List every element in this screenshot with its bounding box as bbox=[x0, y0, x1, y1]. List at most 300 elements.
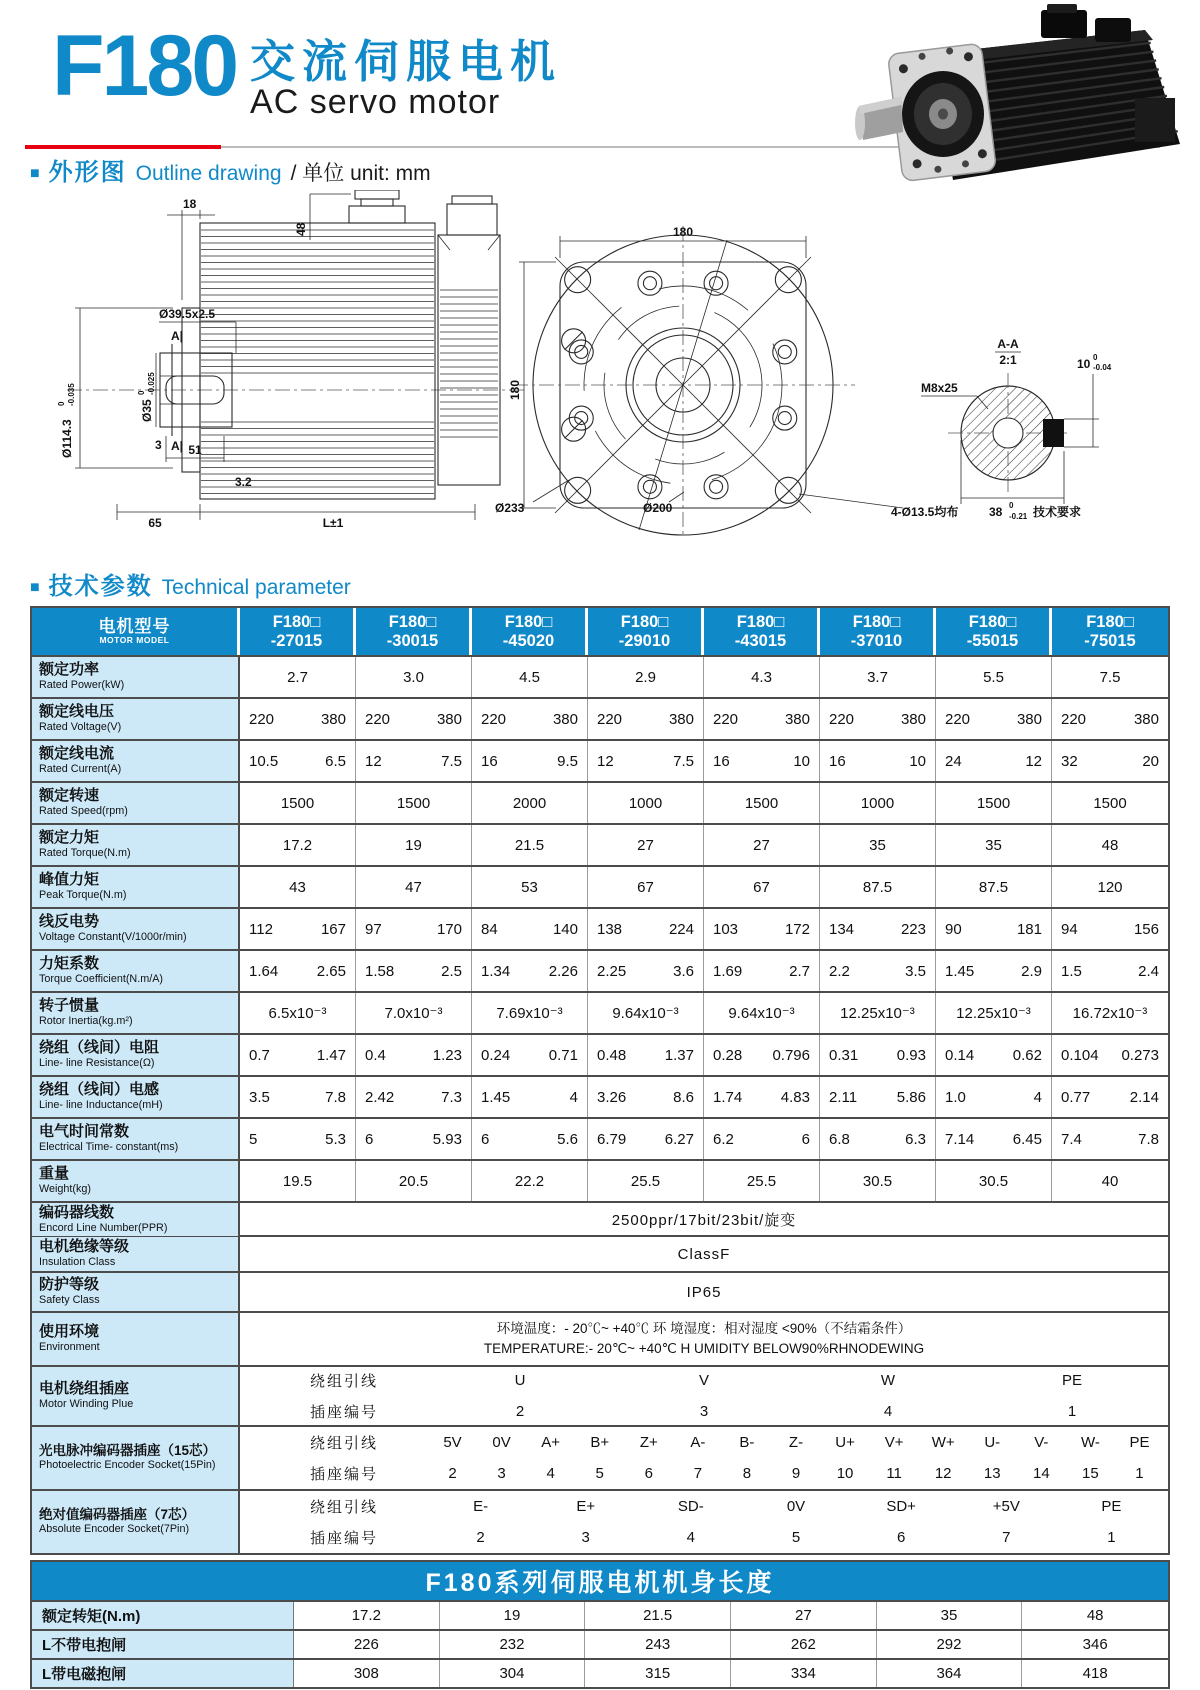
section-aa-scale: 2:1 bbox=[999, 353, 1017, 367]
value-left: 134 bbox=[829, 920, 855, 938]
param-row-2 bbox=[32, 739, 1168, 781]
value-left: 2.2 bbox=[829, 962, 850, 980]
connector-pin-line bbox=[240, 1463, 1168, 1484]
value-left: 0.31 bbox=[829, 1046, 859, 1064]
row-label bbox=[32, 825, 240, 865]
value-right: 7.8 bbox=[1138, 1130, 1159, 1148]
value-left: 1.45 bbox=[481, 1088, 511, 1106]
model-line2: -55015 bbox=[966, 631, 1019, 650]
value-cell bbox=[1052, 951, 1168, 991]
value-cell bbox=[240, 1035, 356, 1075]
row-label-zh: 电机绕组插座 bbox=[39, 1380, 130, 1398]
value-cell bbox=[820, 1035, 936, 1075]
value-left: 6 bbox=[365, 1130, 374, 1148]
value-cell bbox=[1052, 1077, 1168, 1117]
value-cell bbox=[936, 1077, 1052, 1117]
body-length-rows bbox=[32, 1600, 1168, 1687]
connector-cell bbox=[240, 1367, 1168, 1425]
row-label-zh: 编码器线数 bbox=[39, 1204, 115, 1221]
value-left: 0.7 bbox=[249, 1046, 270, 1064]
connector-pin-value: 7 bbox=[693, 1465, 703, 1482]
row-label-en: Insulation Class bbox=[39, 1255, 116, 1268]
model-header-3 bbox=[588, 608, 704, 655]
technical-parameter-table bbox=[30, 606, 1170, 1555]
row-label-en: Voltage Constant(V/1000r/min) bbox=[39, 930, 187, 943]
dim-10-label: 10 bbox=[1077, 357, 1091, 371]
row-label bbox=[32, 1203, 240, 1236]
length-value: 226 bbox=[294, 1631, 440, 1658]
value-cell bbox=[1052, 741, 1168, 781]
row-label-en: Environment bbox=[39, 1340, 100, 1353]
value-left: 6.2 bbox=[713, 1130, 734, 1148]
length-row-label: L不带电抱闸 bbox=[32, 1631, 294, 1658]
value-left: 24 bbox=[945, 752, 962, 770]
value-left: 3.26 bbox=[597, 1088, 627, 1106]
connector-lead-value: 0V bbox=[492, 1434, 511, 1451]
connector-pin-value: 1 bbox=[1107, 1529, 1116, 1546]
param-row-5 bbox=[32, 865, 1168, 907]
value-cell bbox=[472, 699, 588, 739]
row-label bbox=[32, 699, 240, 739]
model-line2: -30015 bbox=[386, 631, 439, 650]
dim-d35-sub: -0.025 bbox=[147, 372, 156, 395]
value-cell bbox=[356, 1035, 472, 1075]
row-label bbox=[32, 867, 240, 907]
value-cell: 1500 bbox=[936, 783, 1052, 823]
value-cell: 5.5 bbox=[936, 657, 1052, 697]
row-label-zh: 绕组（线间）电感 bbox=[39, 1081, 160, 1099]
connector-pin-value: 6 bbox=[644, 1465, 653, 1482]
dim-d200-label: Ø200 bbox=[643, 501, 673, 515]
row-label bbox=[32, 951, 240, 991]
dim-38-label: 38 bbox=[989, 505, 1003, 519]
value-right: 380 bbox=[900, 710, 926, 728]
length-value: 17.2 bbox=[294, 1602, 440, 1629]
dim-180-top-label: 180 bbox=[672, 225, 694, 239]
value-right: 380 bbox=[668, 710, 694, 728]
connector-pin-value: 2 bbox=[515, 1403, 525, 1420]
length-row-1 bbox=[32, 1629, 1168, 1658]
env-line2: TEMPERATURE:- 20℃~ +40℃ H UMIDITY BELOW90%RHNODEWING bbox=[483, 1341, 925, 1356]
value-cell: 1000 bbox=[820, 783, 936, 823]
length-value: 364 bbox=[877, 1660, 1023, 1687]
tech-title-zh: 技术参数 bbox=[48, 573, 153, 600]
model-line2: -75015 bbox=[1084, 631, 1136, 650]
value-left: 220 bbox=[365, 710, 391, 728]
value-right: 0.93 bbox=[896, 1046, 926, 1064]
mount-holes-label: 4-Ø13.5均布 bbox=[891, 505, 959, 519]
row-label-en: Rated Current(A) bbox=[39, 762, 122, 775]
param-row-4 bbox=[32, 823, 1168, 865]
body-length-title: F180系列伺服电机机身长度 bbox=[32, 1562, 1168, 1600]
value-cell bbox=[1052, 1035, 1168, 1075]
row-label-zh: 防护等级 bbox=[39, 1276, 100, 1294]
connector-pin-value: 15 bbox=[1082, 1465, 1099, 1482]
row-label bbox=[32, 1077, 240, 1117]
value-left: 1.34 bbox=[481, 962, 511, 980]
connector-lead-value: U- bbox=[984, 1434, 1001, 1451]
value-right: 380 bbox=[436, 710, 462, 728]
value-right: 1.37 bbox=[664, 1046, 694, 1064]
value-cell bbox=[704, 1077, 820, 1117]
value-cell bbox=[356, 699, 472, 739]
value-right: 8.6 bbox=[673, 1088, 694, 1106]
value-cell bbox=[820, 699, 936, 739]
row-label-zh: 绝对值编码器插座（7芯） bbox=[39, 1507, 196, 1523]
row-label-en: Motor Winding Plue bbox=[39, 1397, 134, 1410]
value-left: 0.4 bbox=[365, 1046, 386, 1064]
row-label-zh: 光电脉冲编码器插座（15芯） bbox=[39, 1443, 217, 1459]
length-value: 304 bbox=[440, 1660, 586, 1687]
value-right: 2.7 bbox=[789, 962, 810, 980]
row-label-en: Line- line Resistance(Ω) bbox=[39, 1056, 155, 1069]
value-right: 167 bbox=[320, 920, 346, 938]
value-cell: 2.7 bbox=[240, 657, 356, 697]
model-header-6 bbox=[936, 608, 1052, 655]
connector-lead-value: U bbox=[514, 1372, 526, 1389]
length-value: 27 bbox=[731, 1602, 877, 1629]
dim-L-label: L±1 bbox=[322, 516, 344, 530]
value-left: 6.79 bbox=[597, 1130, 627, 1148]
row-label-en: Absolute Encoder Socket(7Pin) bbox=[39, 1522, 190, 1535]
value-cell bbox=[704, 741, 820, 781]
value-cell: 7.5 bbox=[1099, 668, 1121, 686]
connector-lead-line bbox=[240, 1370, 1168, 1391]
length-value: 243 bbox=[585, 1631, 731, 1658]
connector-lead-value: PE bbox=[1061, 1372, 1082, 1389]
value-right: 181 bbox=[1016, 920, 1042, 938]
value-cell bbox=[588, 951, 704, 991]
value-left: 6 bbox=[481, 1130, 490, 1148]
outline-drawing bbox=[55, 190, 1140, 538]
value-left: 220 bbox=[1061, 710, 1087, 728]
param-row-1 bbox=[32, 697, 1168, 739]
row-label-zh: 转子惯量 bbox=[39, 997, 100, 1015]
value-left: 94 bbox=[1061, 920, 1078, 938]
connector-lead-value: E+ bbox=[576, 1498, 596, 1515]
connector-pin-label: 插座编号 bbox=[310, 1466, 379, 1483]
value-cell bbox=[588, 699, 704, 739]
connector-lead-value: PE bbox=[1129, 1434, 1150, 1451]
value-cell: 20.5 bbox=[356, 1161, 472, 1201]
value-left: 10.5 bbox=[249, 752, 279, 770]
value-cell: 67 bbox=[588, 867, 704, 907]
param-row-12 bbox=[32, 1159, 1168, 1201]
value-cell bbox=[588, 1077, 704, 1117]
value-right: 1.23 bbox=[432, 1046, 462, 1064]
connector-pin-value: 10 bbox=[836, 1465, 854, 1482]
value-cell bbox=[820, 951, 936, 991]
product-photo bbox=[835, 2, 1185, 188]
value-cell: 27 bbox=[704, 825, 820, 865]
motor-front-view bbox=[495, 225, 1081, 535]
row-label-en: Encord Line Number(PPR) bbox=[39, 1221, 168, 1234]
connector-pin-value: 3 bbox=[699, 1403, 709, 1420]
value-left: 0.28 bbox=[713, 1046, 743, 1064]
dim-38-sup: 0 bbox=[1009, 501, 1014, 510]
length-row-0 bbox=[32, 1600, 1168, 1629]
length-row-label: 额定转矩(N.m) bbox=[32, 1602, 294, 1629]
value-left: 0.48 bbox=[597, 1046, 627, 1064]
connector-pin-value: 3 bbox=[497, 1465, 506, 1482]
tables-area bbox=[30, 606, 1170, 1689]
row-label-zh: 额定线电流 bbox=[39, 745, 115, 763]
value-cell bbox=[936, 1119, 1052, 1159]
value-cell: 1500 bbox=[240, 783, 356, 823]
value-cell bbox=[936, 951, 1052, 991]
value-left: 138 bbox=[597, 920, 623, 938]
value-cell: 3.0 bbox=[356, 657, 472, 697]
value-cell: 19.5 bbox=[240, 1161, 356, 1201]
row-label-zh: 力矩系数 bbox=[39, 955, 100, 973]
tech-title-en: Technical parameter bbox=[161, 576, 351, 599]
value-right: 12 bbox=[1025, 752, 1042, 770]
length-value: 308 bbox=[294, 1660, 440, 1687]
corner-label-zh: 电机型号 bbox=[98, 616, 171, 636]
value-right: 6.45 bbox=[1012, 1130, 1042, 1148]
dim-51-label: 51 bbox=[188, 443, 202, 457]
row-label-zh: 峰值力矩 bbox=[39, 871, 100, 889]
value-cell: 21.5 bbox=[472, 825, 588, 865]
value-right: 20 bbox=[1142, 752, 1159, 770]
model-line2: -27015 bbox=[270, 631, 323, 650]
value-right: 2.4 bbox=[1138, 962, 1159, 980]
connector-lead-items bbox=[428, 1372, 1168, 1389]
connector-pin-value: 12 bbox=[934, 1465, 952, 1482]
value-cell bbox=[472, 1119, 588, 1159]
value-right: 4 bbox=[569, 1088, 578, 1106]
connector-pin-items bbox=[428, 1403, 1168, 1420]
value-cell: 9.64x10⁻³ bbox=[704, 993, 820, 1033]
row-label-zh: 使用环境 bbox=[39, 1323, 100, 1341]
length-value: 262 bbox=[731, 1631, 877, 1658]
param-table-body bbox=[32, 655, 1168, 1553]
value-cell bbox=[1052, 909, 1168, 949]
connector-lead-value: PE bbox=[1101, 1498, 1122, 1515]
value-cell bbox=[704, 909, 820, 949]
length-row-2 bbox=[32, 1658, 1168, 1687]
connector-lead-value: 0V bbox=[786, 1498, 806, 1515]
value-cell: 30.5 bbox=[936, 1161, 1052, 1201]
value-right: 6.27 bbox=[664, 1130, 694, 1148]
value-right: 3.6 bbox=[673, 962, 694, 980]
value-cell: 1500 bbox=[704, 783, 820, 823]
value-left: 2.11 bbox=[829, 1088, 858, 1106]
value-cell bbox=[1052, 699, 1168, 739]
value-cell bbox=[820, 1119, 936, 1159]
row-label-en: Safety Class bbox=[39, 1293, 100, 1306]
model-line2: -43015 bbox=[734, 631, 787, 650]
row-label-zh: 额定线电压 bbox=[39, 703, 115, 721]
connector-pin-value: 8 bbox=[742, 1465, 752, 1482]
length-value: 315 bbox=[585, 1660, 731, 1687]
product-title-zh: 交流伺服电机 bbox=[250, 36, 563, 87]
value-right: 2.65 bbox=[316, 962, 346, 980]
value-cell bbox=[704, 1035, 820, 1075]
value-cell bbox=[472, 909, 588, 949]
value-cell bbox=[820, 1077, 936, 1117]
value-right: 2.9 bbox=[1021, 962, 1042, 980]
length-value: 346 bbox=[1082, 1636, 1108, 1653]
value-right: 380 bbox=[784, 710, 810, 728]
connector-pin-value: 2 bbox=[448, 1465, 457, 1482]
value-left: 7.4 bbox=[1061, 1130, 1082, 1148]
value-right: 5.6 bbox=[557, 1130, 578, 1148]
value-right: 5.93 bbox=[432, 1130, 462, 1148]
value-left: 1.64 bbox=[249, 962, 279, 980]
dim-38-sub: -0.21 bbox=[1009, 512, 1028, 521]
model-line1: F180□ bbox=[1086, 612, 1134, 631]
env-value bbox=[240, 1313, 1168, 1365]
connector-lead-value: V bbox=[698, 1372, 709, 1389]
length-value: 35 bbox=[877, 1602, 1023, 1629]
value-right: 5.86 bbox=[896, 1088, 926, 1106]
param-row-15 bbox=[32, 1271, 1168, 1311]
value-cell: 9.64x10⁻³ bbox=[588, 993, 704, 1033]
row-label-en: Rated Torque(N.m) bbox=[39, 846, 131, 859]
env-line1: 环境温度：- 20℃~ +40℃ 环 境湿度：相对湿度 <90%（不结霜条件） bbox=[496, 1321, 912, 1337]
value-cell bbox=[704, 699, 820, 739]
value-left: 220 bbox=[829, 710, 855, 728]
model-line2: -29010 bbox=[618, 631, 671, 650]
value-cell: 47 bbox=[356, 867, 472, 907]
value-right: 140 bbox=[552, 920, 578, 938]
value-cell: 3.7 bbox=[820, 657, 936, 697]
connector-pin-value: 9 bbox=[791, 1465, 801, 1482]
row-label bbox=[32, 993, 240, 1033]
connector-row-1 bbox=[32, 1425, 1168, 1489]
value-right: 2.26 bbox=[548, 962, 578, 980]
value-cell: 43 bbox=[240, 867, 356, 907]
connector-pin-value: 4 bbox=[883, 1403, 893, 1420]
value-cell bbox=[588, 1119, 704, 1159]
value-cell bbox=[472, 1035, 588, 1075]
value-left: 220 bbox=[481, 710, 507, 728]
value-right: 7.3 bbox=[441, 1088, 462, 1106]
connector-pin-value: 11 bbox=[886, 1465, 902, 1482]
value-left: 16 bbox=[481, 752, 498, 770]
value-cell: 6.5x10⁻³ bbox=[240, 993, 356, 1033]
row-label-en: Rated Speed(rpm) bbox=[39, 804, 128, 817]
value-left: 1.69 bbox=[713, 962, 743, 980]
value-cell bbox=[472, 951, 588, 991]
model-line1: F180□ bbox=[968, 612, 1017, 631]
row-label-en: Photoelectric Encoder Socket(15Pin) bbox=[39, 1458, 216, 1471]
row-label-zh: 额定功率 bbox=[39, 661, 100, 679]
connector-pin-items bbox=[428, 1529, 1168, 1546]
section-aa-view bbox=[921, 337, 1112, 521]
row-label-en: Rated Power(kW) bbox=[39, 678, 125, 691]
dim-18-label: 18 bbox=[183, 197, 197, 211]
param-row-8 bbox=[32, 991, 1168, 1033]
connector-pin-line bbox=[240, 1527, 1168, 1548]
dim-d114-label: Ø114.3 bbox=[60, 419, 74, 458]
value-right: 156 bbox=[1133, 920, 1159, 938]
value-cell: 35 bbox=[936, 825, 1052, 865]
param-row-11 bbox=[32, 1117, 1168, 1159]
connector-pin-value: 1 bbox=[1067, 1403, 1077, 1420]
connector-lead-value: A- bbox=[690, 1434, 706, 1451]
connector-pin-value: 4 bbox=[686, 1529, 696, 1546]
param-row-6 bbox=[32, 907, 1168, 949]
value-cell: 53 bbox=[472, 867, 588, 907]
value-cell bbox=[704, 1119, 820, 1159]
model-line1: F180□ bbox=[388, 612, 437, 631]
value-left: 97 bbox=[365, 920, 382, 938]
outline-unit: / 单位 unit: mm bbox=[290, 162, 431, 185]
value-left: 1.0 bbox=[945, 1088, 966, 1106]
length-value: 48 bbox=[1086, 1607, 1104, 1624]
motor-photo-body bbox=[855, 4, 1180, 182]
value-right: 3.5 bbox=[905, 962, 926, 980]
connector-pin-label: 插座编号 bbox=[310, 1404, 379, 1421]
span-value: IP65 bbox=[686, 1283, 722, 1301]
dim-d114-sup: 0 bbox=[57, 401, 66, 406]
row-label-en: Electrical Time- constant(ms) bbox=[39, 1140, 179, 1153]
value-cell bbox=[356, 951, 472, 991]
value-left: 2.25 bbox=[597, 962, 627, 980]
value-right: 172 bbox=[784, 920, 810, 938]
section-mark-top: A| bbox=[170, 329, 184, 343]
value-left: 6.8 bbox=[829, 1130, 850, 1148]
dim-10-sub: -0.04 bbox=[1093, 363, 1112, 372]
connector-lead-label: 绕组引线 bbox=[310, 1499, 379, 1516]
connector-lead-value: 5V bbox=[443, 1434, 462, 1451]
row-label-en: Weight(kg) bbox=[39, 1182, 92, 1195]
row-label-zh: 线反电势 bbox=[39, 913, 100, 931]
row-label bbox=[32, 1491, 240, 1553]
value-right: 380 bbox=[552, 710, 578, 728]
header-rule-red bbox=[25, 145, 221, 149]
value-cell: 12.25x10⁻³ bbox=[820, 993, 936, 1033]
value-right: 2.5 bbox=[441, 962, 462, 980]
value-cell bbox=[240, 1119, 356, 1159]
row-label-en: Rated Voltage(V) bbox=[39, 720, 122, 733]
value-cell bbox=[936, 1035, 1052, 1075]
connector-cell bbox=[240, 1491, 1168, 1553]
value-left: 220 bbox=[249, 710, 275, 728]
dim-d39-label: Ø39.5x2.5 bbox=[159, 307, 216, 321]
param-row-3 bbox=[32, 781, 1168, 823]
value-cell bbox=[588, 909, 704, 949]
value-cell: 1500 bbox=[1093, 794, 1127, 812]
row-label bbox=[32, 741, 240, 781]
value-cell: 1500 bbox=[356, 783, 472, 823]
value-right: 223 bbox=[900, 920, 926, 938]
dim-d35-label: Ø35 bbox=[140, 399, 154, 422]
value-cell bbox=[820, 909, 936, 949]
value-left: 0.104 bbox=[1061, 1046, 1099, 1064]
row-label-zh: 绕组（线间）电阻 bbox=[39, 1039, 160, 1057]
param-row-14 bbox=[32, 1235, 1168, 1271]
connector-pin-value: 3 bbox=[581, 1529, 590, 1546]
value-cell: 87.5 bbox=[936, 867, 1052, 907]
outline-section-title bbox=[30, 152, 431, 187]
value-cell: 19 bbox=[356, 825, 472, 865]
connector-pin-value: 14 bbox=[1032, 1465, 1050, 1482]
connector-row-0 bbox=[32, 1365, 1168, 1425]
value-cell: 67 bbox=[704, 867, 820, 907]
value-left: 2.42 bbox=[365, 1088, 395, 1106]
connector-lead-value: B+ bbox=[590, 1434, 610, 1451]
dim-d233-label: Ø233 bbox=[495, 501, 525, 515]
value-right: 7.8 bbox=[325, 1088, 346, 1106]
row-label bbox=[32, 909, 240, 949]
connector-pin-value: 1 bbox=[1135, 1465, 1144, 1482]
value-cell bbox=[588, 741, 704, 781]
connector-lead-value: Z- bbox=[788, 1434, 804, 1451]
row-label-zh: 电气时间常数 bbox=[39, 1123, 130, 1141]
